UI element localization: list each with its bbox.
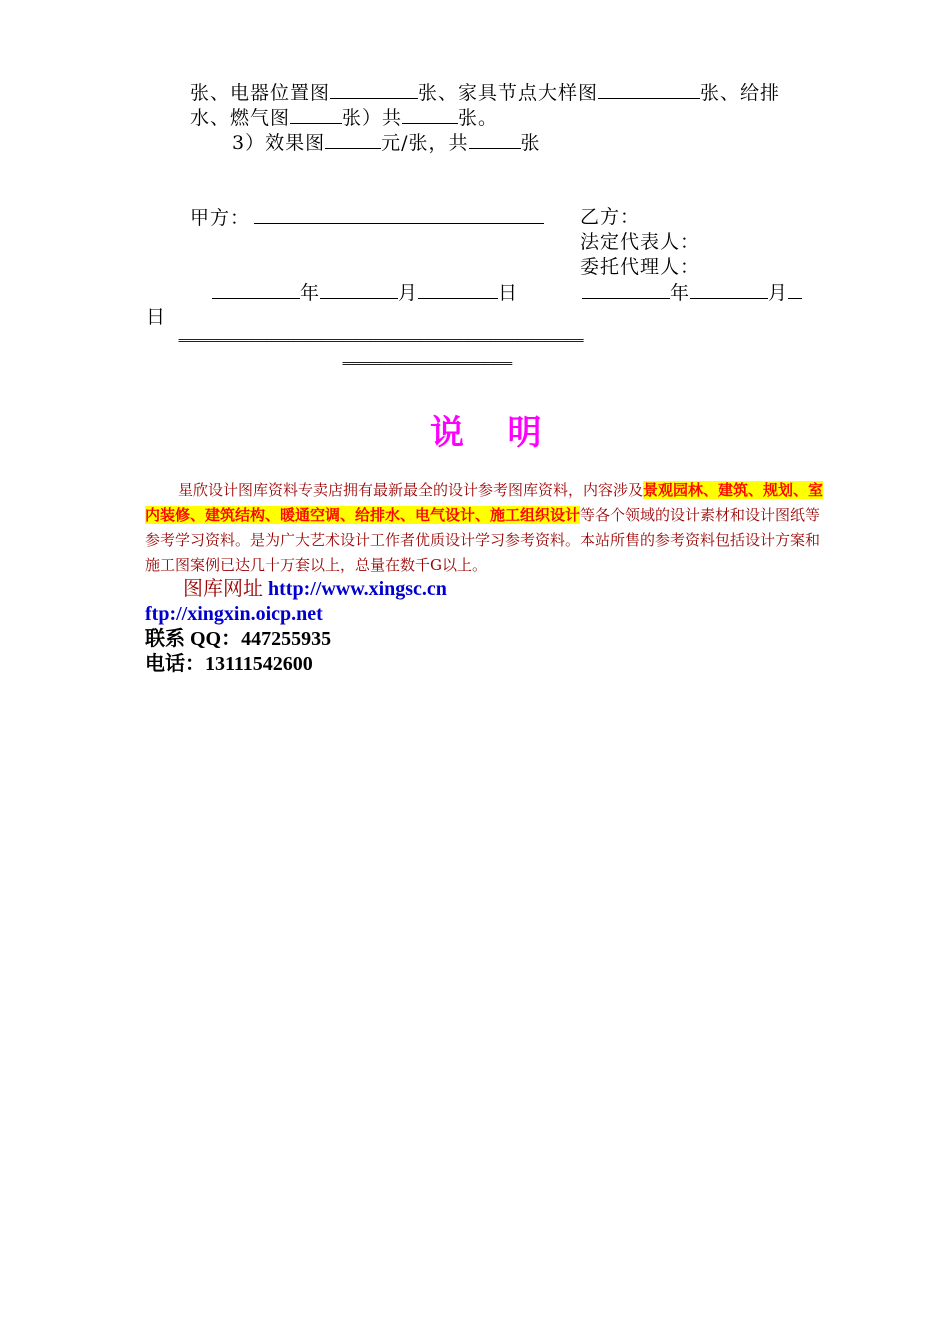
party-a-label: 甲方： — [190, 207, 251, 229]
qq-label: 联系 QQ： — [145, 628, 242, 650]
line1-text-a: 张、电器位置图 — [190, 82, 331, 104]
line2-text-a: 水、燃气图 — [190, 107, 291, 129]
blank-field — [598, 80, 700, 99]
month-blank — [690, 280, 768, 299]
party-b-label: 乙方： — [580, 206, 641, 228]
contract-line-2 — [190, 105, 498, 130]
blank-field — [402, 105, 458, 124]
description-highlight: 景观园林、建筑、规划、室内装修、建筑结构、暖通空调、给排水、电气设计、施工组织设计 — [145, 481, 824, 524]
line1-text-c: 张、给排 — [700, 82, 781, 104]
legal-rep-label: 法定代表人： — [580, 231, 701, 253]
year-label: 年 — [300, 282, 321, 304]
date-party-b-day: 日 — [146, 306, 167, 328]
separator-line-1: ========================================================================== — [178, 334, 583, 347]
description-intro: 星欣设计图库资料专卖店拥有最新最全的设计参考图库资料，内容涉及 — [178, 481, 644, 499]
line3-text-b: 元/张，共 — [381, 132, 469, 154]
line2-text-c: 张。 — [458, 107, 499, 129]
library-label: 图库网址 — [183, 578, 263, 600]
line2-text-b: 张）共 — [342, 107, 403, 129]
month-label: 月 — [398, 282, 419, 304]
month-label: 月 — [768, 282, 789, 304]
notes-title: 说 明 — [430, 413, 544, 453]
description-rest: 等各个领域的设计素材和设计图纸等参考学习资料。是为广大艺术设计工作者优质设计学习参考资料。本站所售的参考资料包括设计方案和施工图案例已达几十万套以上，总量在数千G以上。 — [145, 506, 821, 574]
agent-label: 委托代理人： — [580, 256, 701, 278]
month-blank — [320, 280, 398, 299]
party-a — [190, 205, 544, 230]
qq-value: 447255935 — [241, 628, 332, 650]
blank-field — [290, 105, 342, 124]
day-label: 日 — [498, 282, 519, 304]
party-a-signature-line — [254, 205, 544, 224]
ftp-link[interactable]: ftp://xingxin.oicp.net — [145, 603, 323, 625]
separator-line-2: =============================== — [342, 357, 512, 370]
library-link[interactable]: http://www.xingsc.cn — [268, 578, 447, 600]
date-party-b — [582, 280, 802, 305]
blank-field — [469, 130, 521, 149]
phone-value: 13111542600 — [205, 653, 313, 675]
phone-line — [145, 652, 313, 677]
blank-field — [325, 130, 381, 149]
year-blank — [582, 280, 670, 299]
contract-line-3 — [232, 130, 541, 155]
qq-line — [145, 627, 331, 652]
line1-text-b: 张、家具节点大样图 — [418, 82, 599, 104]
contract-line-1 — [190, 80, 780, 105]
date-party-a — [212, 280, 518, 305]
blank-field — [330, 80, 418, 99]
day-blank — [418, 280, 498, 299]
year-blank — [212, 280, 300, 299]
notes-description — [145, 478, 827, 578]
library-line — [183, 577, 447, 602]
day-blank — [788, 280, 802, 299]
line3-text-a: 3）效果图 — [232, 132, 326, 154]
line3-text-c: 张 — [520, 132, 541, 154]
year-label: 年 — [670, 282, 691, 304]
phone-label: 电话： — [145, 653, 205, 675]
